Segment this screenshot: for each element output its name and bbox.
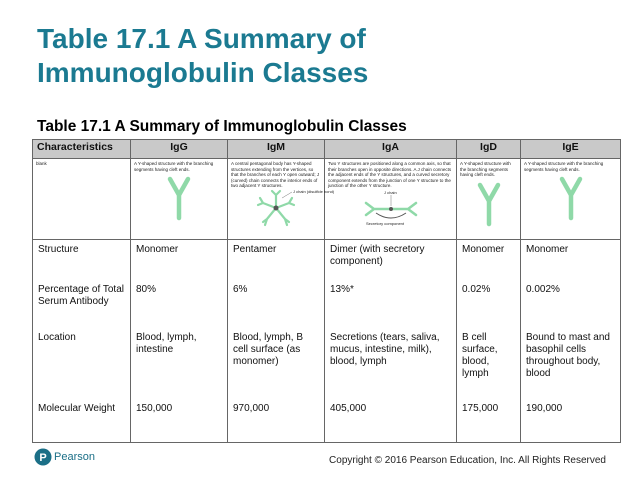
igd-antibody-icon [477,182,501,226]
copyright-notice: Copyright © 2016 Pearson Education, Inc. All Rights Reserved [329,455,606,466]
slide-title-line-2: Immunoglobulin Classes [37,57,369,88]
cell-structure-igd: Monomer [457,240,521,280]
cell-structure-iga: Dimer (with secretory component) [325,240,457,280]
row-label-location: Location [33,328,131,399]
shape-desc-igd: A Y-shaped structure with the branching segments having cleft ends. [460,161,511,177]
table-row-percentage [33,280,621,328]
cell-mw-igg: 150,000 [131,399,228,443]
table-row-structure [33,240,621,280]
header-ige: IgE [521,140,621,159]
shape-cell-ige [521,159,621,240]
iga-secretory-label: Secretory component [365,220,404,226]
header-igd: IgD [457,140,521,159]
igm-j-chain-label: J chain (disulfide bond) [293,188,335,194]
table-row-molecular-weight [33,399,621,443]
shape-cell-iga [325,159,457,240]
pearson-logo [34,448,95,466]
shape-desc-ige: A Y-shaped structure with the branching segments having cleft ends. [524,161,604,172]
cell-percentage-iga: 13%* [325,280,457,328]
cell-structure-igm: Pentamer [228,240,325,280]
header-igg: IgG [131,140,228,159]
shape-row [33,159,621,240]
pearson-logo-text: Pearson [54,451,95,463]
cell-percentage-igg: 80% [131,280,228,328]
cell-structure-igg: Monomer [131,240,228,280]
cell-location-igg: Blood, lymph, intestine [131,328,228,399]
iga-j-chain-label: J chain [383,189,397,195]
header-iga: IgA [325,140,457,159]
cell-mw-igd: 175,000 [457,399,521,443]
shape-cell-igg [131,159,228,240]
shape-cell-igm [228,159,335,240]
igg-antibody-icon [167,176,191,220]
svg-text:P: P [39,452,47,464]
table-row-location [33,328,621,399]
pearson-logo-icon [34,448,52,466]
header-igm: IgM [228,140,325,159]
cell-mw-igm: 970,000 [228,399,325,443]
cell-percentage-igm: 6% [228,280,325,328]
cell-location-ige: Bound to mast and basophil cells throughout body, blood [521,328,621,399]
cell-location-igd: B cell surface, blood, lymph [457,328,521,399]
table-caption: Table 17.1 A Summary of Immunoglobulin Classes [37,118,407,135]
cell-structure-ige: Monomer [521,240,621,280]
immunoglobulin-summary-table [32,139,621,443]
cell-percentage-ige: 0.002% [521,280,621,328]
cell-mw-iga: 405,000 [325,399,457,443]
cell-location-igm: Blood, lymph, B cell surface (as monomer) [228,328,325,399]
row-label-molecular-weight: Molecular Weight [33,399,131,443]
slide-title-line-1: Table 17.1 A Summary of [37,23,366,54]
cell-mw-ige: 190,000 [521,399,621,443]
header-characteristics: Characteristics [33,140,131,159]
shape-row-label: blank [33,159,131,240]
row-label-structure: Structure [33,240,131,280]
igm-pentamer-icon [236,188,335,231]
row-label-percentage: Percentage of Total Serum Antibody [33,280,131,328]
iga-dimer-icon [336,189,446,227]
shape-desc-igm: A central pentagonal body has Y-shaped structures extending from the vertices, so that the branches of each Y open outward; J (curved) chain connects the interior ends of two adjacent Y structures. [231,161,320,188]
shape-desc-igg: A Y-shaped structure with the branching segments having cleft ends. [134,161,214,172]
table-header-row [33,140,621,159]
shape-cell-igd [457,159,521,240]
shape-desc-iga: Two Y structures are positioned along a common axis, so that their branches open in opposite directions. A J chain connects the adjacent ends of the Y structures, and a curved secretory component extends from the junction of one Y structure to the junction of the other Y structure. [328,161,452,188]
cell-location-iga: Secretions (tears, saliva, mucus, intestine, milk), blood, lymph [325,328,457,399]
ige-antibody-icon [559,176,583,220]
slide-title [37,22,368,90]
cell-percentage-igd: 0.02% [457,280,521,328]
